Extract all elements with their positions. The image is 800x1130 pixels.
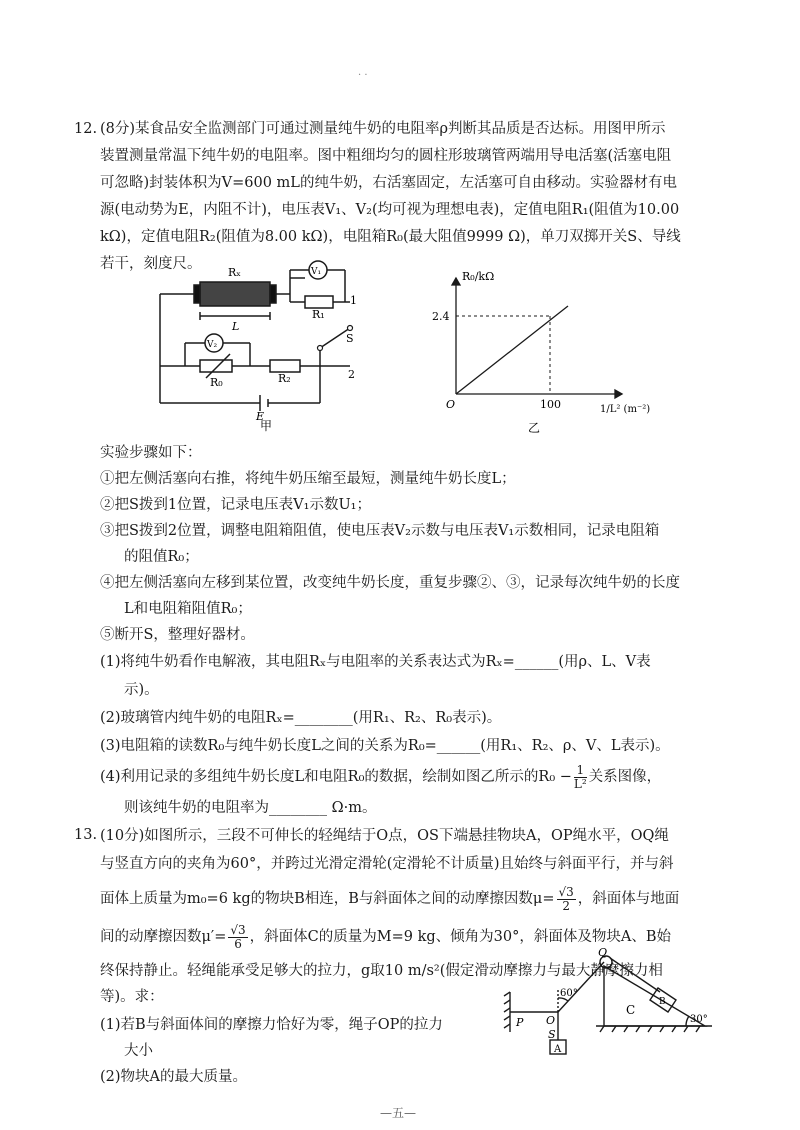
circuit-figure-jia [150, 258, 380, 433]
q13-line-3 [100, 880, 700, 918]
q13-line-1: (10分)如图所示，三段不可伸长的轻绳结于O点，OS下端悬挂物块A，OP绳水平，OQ绳 [100, 828, 669, 844]
label-c: C [626, 1003, 636, 1017]
q12-line-3: 可忽略)封装体积为V=600 mL的纯牛奶，右活塞固定，左活塞可自由移动。实验器材有电 [100, 175, 677, 191]
q13-line-2: 与竖直方向的夹角为60°，并跨过光滑定滑轮(定滑轮不计质量)且始终与斜面平行，并与斜 [100, 856, 674, 872]
label-s: S [346, 332, 354, 345]
y-tick-label: 2.4 [432, 310, 450, 323]
label-r0: R₀ [210, 376, 223, 389]
label-q: Q [598, 948, 608, 959]
glass-tube [200, 282, 270, 306]
sub-4-text: (4)利用记录的多组纯牛奶长度L和电阻R₀的数据，绘制如图乙所示的R₀ − [100, 769, 572, 785]
q13-line-6: 等)。求： [100, 989, 164, 1005]
label-2: 2 [348, 368, 355, 381]
x-tick-label: 100 [540, 398, 561, 411]
q13-sub-1-cont: 大小 [124, 1043, 153, 1059]
step-5: ⑤断开S，整理好器材。 [100, 627, 255, 643]
label-e: E [256, 410, 265, 423]
label-angle-60: 60° [560, 988, 578, 999]
q12-line-1: (8分)某食品安全监测部门可通过测量纯牛奶的电阻率ρ判断其品质是否达标。用图甲所示 [100, 121, 666, 137]
mu-frac [557, 886, 576, 913]
label-a: A [554, 1044, 562, 1055]
graph-figure-yi [432, 266, 652, 436]
label-angle-30: 30° [690, 1014, 708, 1025]
y-axis-label: R₀/kΩ [462, 270, 495, 283]
caption-jia: 甲 [260, 419, 273, 433]
q13-line-5: 终保持静止。轻绳能承受足够大的拉力，g取10 m/s²(假定滑动摩擦力与最大静摩擦力相 [100, 963, 663, 979]
step-1: ①把左侧活塞向右推，将纯牛奶压缩至最短，测量纯牛奶长度L； [100, 471, 516, 487]
pulley-figure [500, 948, 720, 1063]
mu-num: √3 [558, 884, 574, 899]
mu2-frac [228, 924, 247, 951]
frac-den: L² [573, 776, 587, 791]
label-rx: Rₓ [228, 266, 241, 279]
sub-4 [100, 760, 700, 794]
step-4: ④把左侧活塞向左移到某位置，改变纯牛奶长度，重复步骤②、③，记录每次纯牛奶的长度 [100, 575, 680, 591]
label-s: S [548, 1028, 556, 1041]
step-3: ③把S拨到2位置，调整电阻箱阻值，使电压表V₂示数与电压表V₁示数相同，记录电阻箱 [100, 523, 660, 539]
step-2: ②把S拨到1位置，记录电压表V₁示数U₁； [100, 497, 371, 513]
frac-num: 1 [574, 764, 587, 778]
sub-3: (3)电阻箱的读数R₀与纯牛奶长度L之间的关系为R₀=______(用R₁、R₂、ρ、V、L表示)。 [100, 738, 670, 754]
q13-line-4a: 间的动摩擦因数μ′= [100, 929, 227, 945]
q12-line-6: 若干，刻度尺。 [100, 256, 202, 272]
label-l: L [232, 320, 240, 333]
label-p: P [516, 1016, 524, 1029]
label-r2: R₂ [278, 372, 291, 385]
q13-sub-1: (1)若B与斜面体间的摩擦力恰好为零，绳子OP的拉力 [100, 1017, 443, 1033]
mu2-num: √3 [230, 922, 246, 937]
label-b: B [659, 997, 666, 1007]
page-footer: —五— [380, 1106, 417, 1120]
q13-line-4b: ，斜面体C的质量为M=9 kg、倾角为30°，斜面体及物块A、B始 [249, 929, 671, 945]
label-1: 1 [350, 294, 357, 307]
x-axis-label: 1/L² (m⁻²) [600, 404, 651, 415]
q13-number: 13. [74, 827, 98, 843]
origin-label: O [446, 398, 456, 411]
step-3-cont: 的阻值R₀； [124, 549, 199, 565]
q13-line-3a: 面体上质量为m₀=6 kg的物块B相连，B与斜面体之间的动摩擦因数μ= [100, 891, 555, 907]
caption-yi: 乙 [528, 421, 541, 435]
mu-den: 2 [562, 898, 570, 913]
sub-1: (1)将纯牛奶看作电解液，其电阻Rₓ与电阻率的关系表达式为Rₓ=______(用ρ、L、V表 [100, 654, 651, 670]
frac-1-l2 [574, 764, 587, 791]
label-r1: R₁ [312, 308, 325, 321]
sub-4-cont: 则该纯牛奶的电阻率为________ Ω·m。 [124, 800, 377, 816]
q13-sub-2: (2)物块A的最大质量。 [100, 1069, 248, 1085]
sub-1-cont: 示)。 [124, 682, 159, 698]
q12-line-2: 装置测量常温下纯牛奶的电阻率。图中粗细均匀的圆柱形玻璃管两端用导电活塞(活塞电阻 [100, 148, 672, 164]
sub-2: (2)玻璃管内纯牛奶的电阻Rₓ=________(用R₁、R₂、R₀表示)。 [100, 710, 502, 726]
scan-mark: · · [358, 70, 368, 81]
q13-line-3b: ，斜面体与地面 [577, 891, 680, 907]
steps-title: 实验步骤如下： [100, 445, 202, 461]
q12-line-4: 源(电动势为E，内阻不计)，电压表V₁、V₂(均可视为理想电表)，定值电阻R₁(阻值为10.00 [100, 202, 680, 218]
step-4-cont: L和电阻箱阻值R₀； [124, 601, 252, 617]
label-o: O [546, 1014, 556, 1027]
q12-number: 12. [74, 121, 98, 137]
sub-4-text-b: 关系图像， [588, 769, 662, 785]
q12-line-5: kΩ)，定值电阻R₂(阻值为8.00 kΩ)，电阻箱R₀(最大阻值9999 Ω)，单刀双掷开关S、导线 [100, 229, 681, 245]
label-v2: V₂ [207, 340, 218, 350]
mu2-den: 6 [234, 936, 242, 951]
label-v1: V₁ [311, 267, 322, 277]
data-line [456, 306, 568, 394]
